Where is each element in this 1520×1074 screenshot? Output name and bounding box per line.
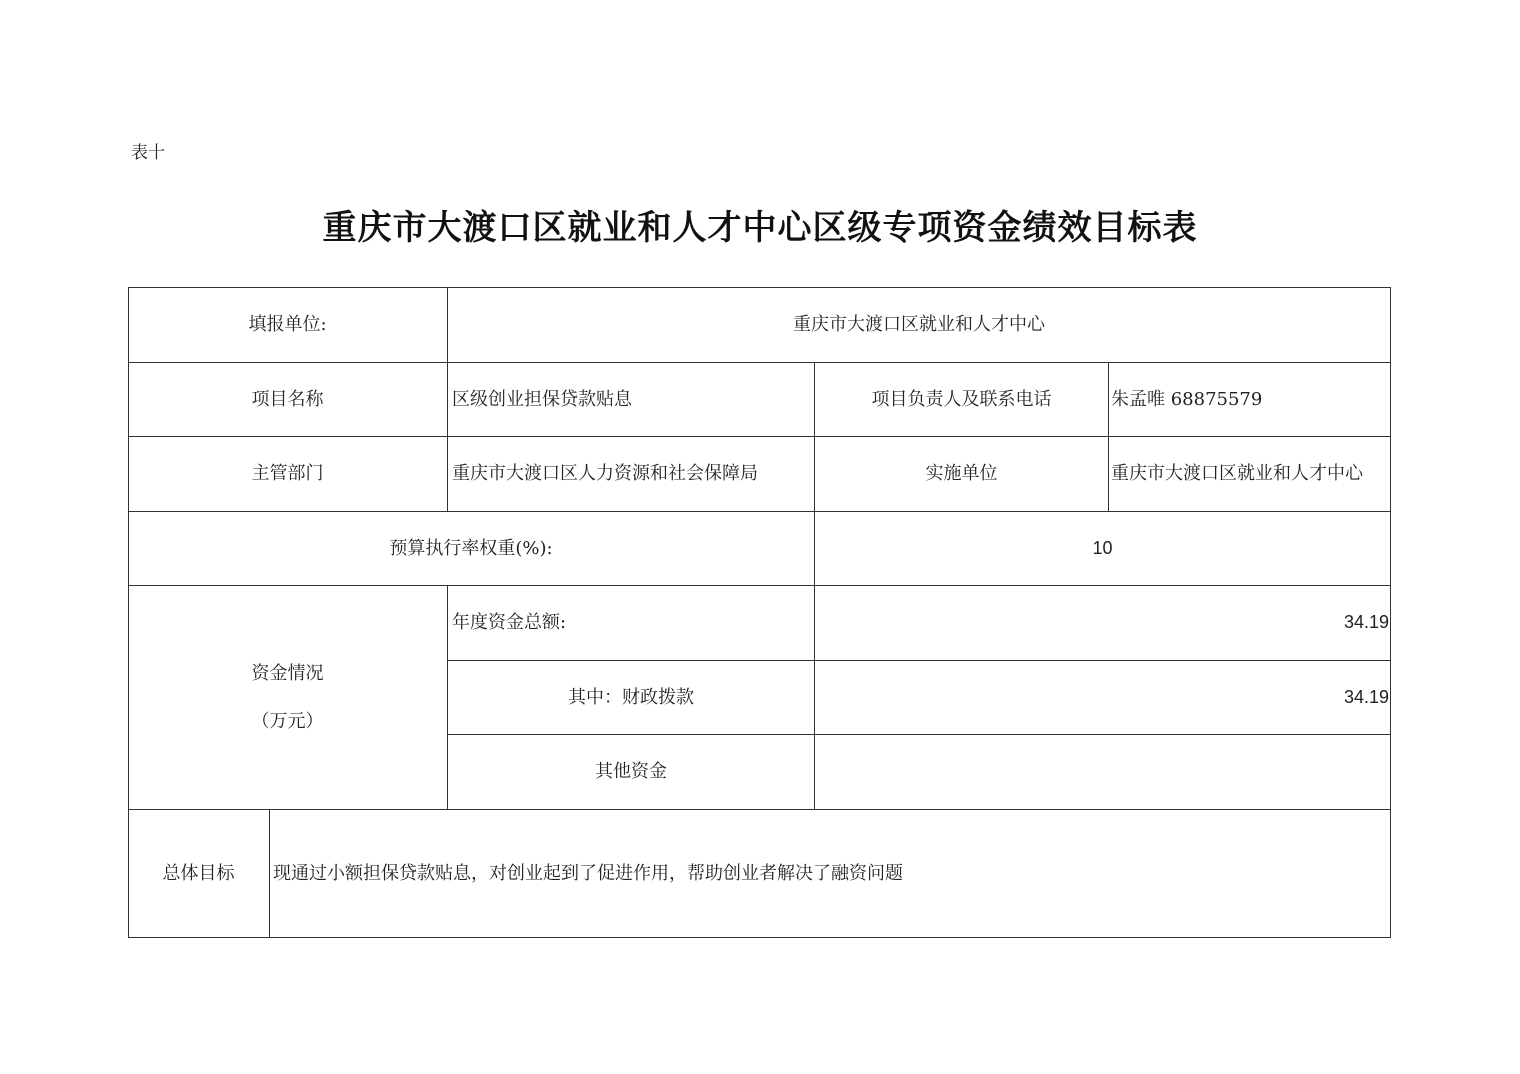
project-name-value: 区级创业担保贷款贴息 bbox=[452, 388, 632, 410]
department-value: 重庆市大渡口区人力资源和社会保障局 bbox=[452, 463, 758, 485]
project-contact-label: 项目负责人及联系电话 bbox=[871, 388, 1052, 410]
table-number-label: 表十 bbox=[131, 143, 165, 163]
project-contact-value: 朱孟唯 68875579 bbox=[1111, 388, 1263, 410]
table-border-right bbox=[1390, 287, 1391, 938]
budget-weight-value: 10 bbox=[1092, 537, 1113, 558]
fiscal-allocation-value: 34.19 bbox=[1343, 686, 1389, 707]
document-title: 重庆市大渡口区就业和人才中心区级专项资金绩效目标表 bbox=[322, 208, 1198, 248]
funds-label-title: 资金情况 bbox=[251, 662, 324, 684]
other-funds-label: 其他资金 bbox=[595, 761, 667, 783]
project-name-label: 项目名称 bbox=[251, 388, 324, 410]
annual-funds-label: 年度资金总额: bbox=[452, 612, 567, 634]
implementing-unit-value: 重庆市大渡口区就业和人才中心 bbox=[1111, 463, 1363, 485]
budget-weight-label: 预算执行率权重(%): bbox=[389, 537, 553, 559]
filing-unit-value: 重庆市大渡口区就业和人才中心 bbox=[793, 314, 1045, 336]
funds-label-unit: （万元） bbox=[251, 710, 324, 732]
department-label: 主管部门 bbox=[251, 463, 324, 485]
other-funds-value bbox=[815, 735, 1390, 809]
overall-goal-value: 现通过小额担保贷款贴息，对创业起到了促进作用，帮助创业者解决了融资问题 bbox=[273, 862, 903, 884]
implementing-unit-label: 实施单位 bbox=[925, 463, 998, 485]
annual-funds-value: 34.19 bbox=[1343, 612, 1389, 633]
table-border-bottom bbox=[128, 937, 1391, 938]
overall-goal-label: 总体目标 bbox=[162, 862, 235, 884]
filing-unit-label: 填报单位: bbox=[248, 314, 327, 336]
fiscal-allocation-label: 其中：财政拨款 bbox=[568, 686, 694, 708]
funds-label bbox=[128, 586, 447, 809]
